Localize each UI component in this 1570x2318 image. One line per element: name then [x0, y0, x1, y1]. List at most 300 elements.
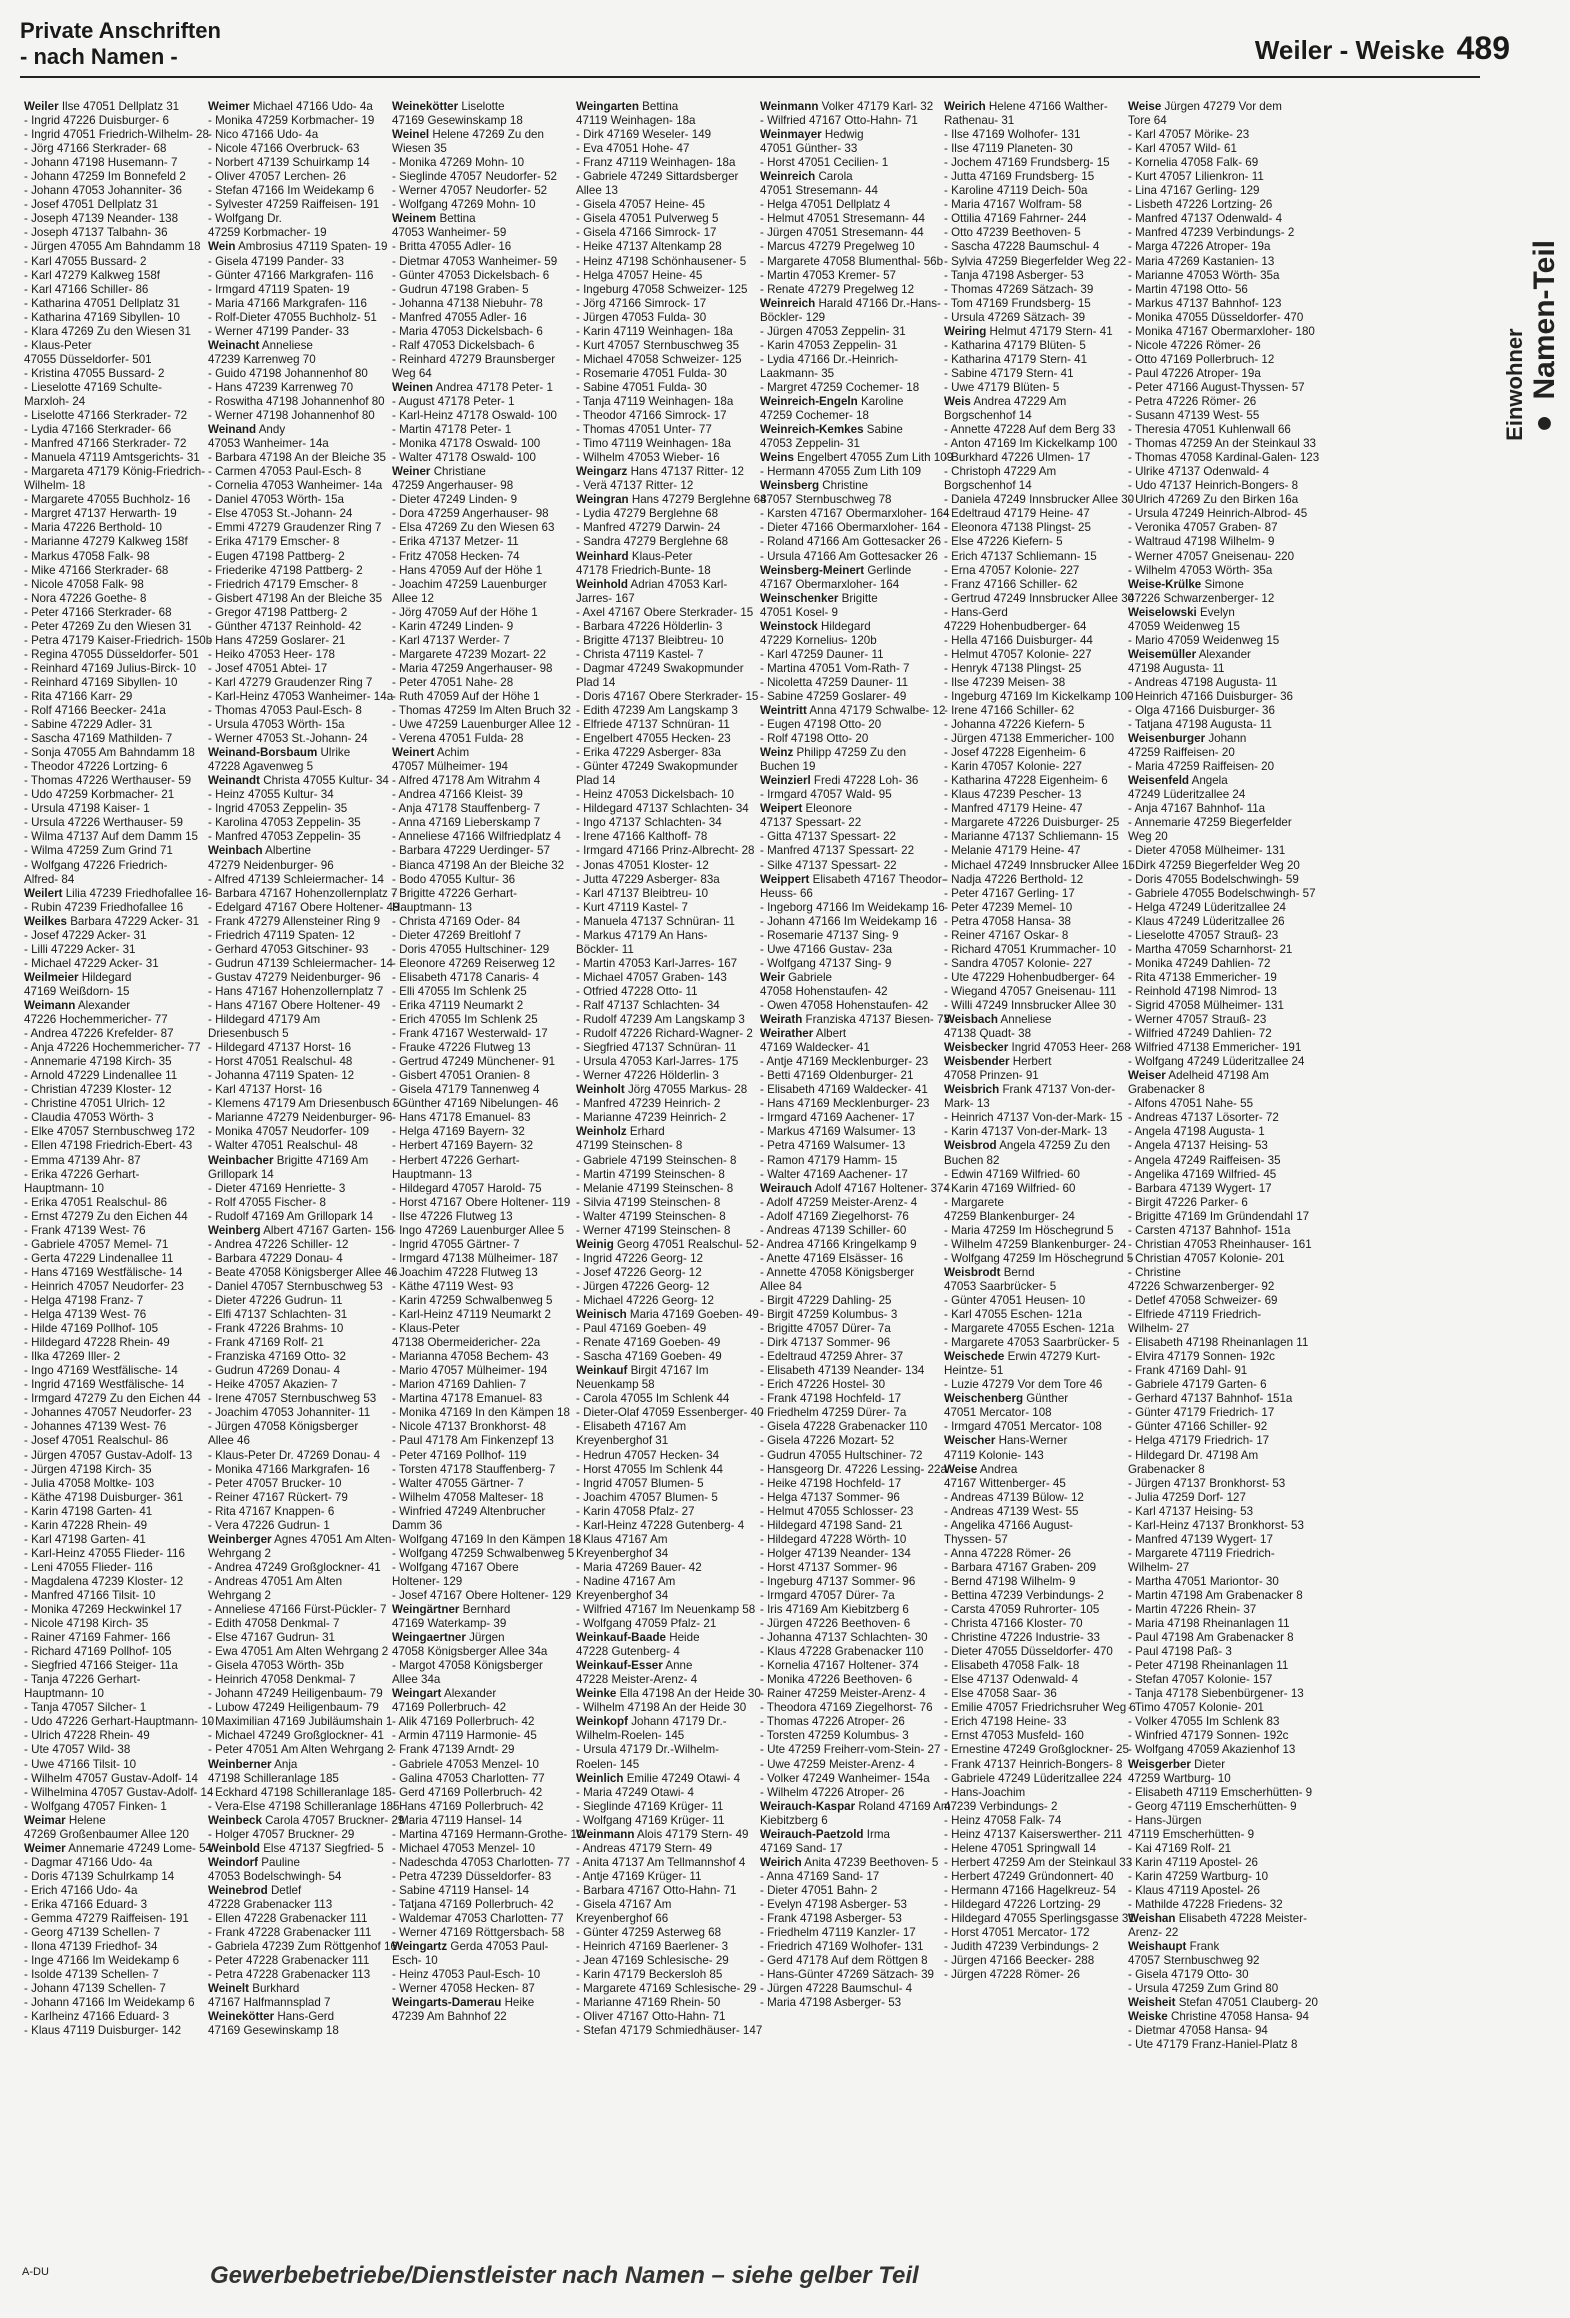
- entry-text: - Mike 47166 Sterkrader- 68: [24, 563, 169, 577]
- surname: Weise: [944, 1462, 978, 1476]
- entry-text: - Ramon 47179 Hamm- 15: [760, 1153, 898, 1167]
- entry-text: Annemarie 47249 Lome- 54: [68, 1841, 212, 1855]
- entry-text: - Horst 47051 Cecilien- 1: [760, 156, 889, 170]
- directory-entry: [1128, 1322, 1302, 1336]
- directory-entry: [760, 367, 934, 381]
- entry-text: - Helene 47051 Springwall 14: [944, 1841, 1097, 1855]
- directory-entry: [1128, 704, 1302, 718]
- entry-text: Günther: [1026, 1392, 1069, 1406]
- entry-text: - Josef 47226 Georg- 12: [576, 1265, 702, 1279]
- directory-entry: [24, 606, 198, 620]
- side-tab-line1: Einwohner: [1502, 328, 1527, 441]
- entry-text: - Horst 47051 Mercator- 172: [944, 1926, 1090, 1940]
- entry-text: - Margret 47137 Herwarth- 19: [24, 507, 177, 521]
- directory-entry: [576, 1884, 750, 1898]
- directory-entry: [208, 1561, 382, 1575]
- entry-text: - Torsten 47259 Kolumbus- 3: [760, 1729, 909, 1743]
- directory-entry: [1128, 1196, 1302, 1210]
- entry-text: - Ernst 47279 Zu den Eichen 44: [24, 1209, 188, 1223]
- directory-entry: [760, 240, 934, 254]
- entry-text: 47138 Obermeidericher- 22a: [392, 1336, 541, 1350]
- surname: Weingarten: [576, 100, 639, 113]
- entry-text: Grabenacker 8: [1128, 1462, 1205, 1476]
- directory-entry: [944, 816, 1118, 830]
- entry-text: - Andreas 47139 Schiller- 60: [760, 1223, 907, 1237]
- directory-entry: [392, 1364, 566, 1378]
- directory-entry: [944, 1350, 1118, 1364]
- entry-text: Elisabeth 47167 Theodor-: [812, 872, 946, 886]
- directory-entry: [24, 367, 198, 381]
- directory-entry: [208, 128, 382, 142]
- entry-text: - Andrea 47166 Kringelkamp 9: [760, 1237, 917, 1251]
- entry-text: - Elli 47055 Im Schlenk 25: [392, 984, 527, 998]
- entry-text: - Emmi 47279 Graudenzer Ring 7: [208, 521, 382, 535]
- directory-entry: [576, 1870, 750, 1884]
- entry-text: - Peter 47169 Pollhof- 119: [392, 1448, 527, 1462]
- directory-entry: [576, 156, 750, 170]
- entry-text: - Frank 47198 Hochfeld- 17: [760, 1392, 902, 1406]
- entry-text: - Maria 47167 Wolfram- 58: [944, 198, 1082, 212]
- directory-entry: [1128, 915, 1302, 929]
- entry-text: - Maria 47259 Raiffeisen- 20: [1128, 760, 1275, 774]
- entry-text: - Erich 47055 Im Schlenk 25: [392, 1013, 538, 1027]
- entry-text: - Manfred 47166 Sterkrader- 72: [24, 437, 187, 451]
- directory-entry: [392, 1266, 566, 1280]
- entry-text: - Torsten 47178 Stauffenberg- 7: [392, 1462, 556, 1476]
- directory-entry: [208, 2024, 382, 2038]
- surname: Weingarts-Damerau: [392, 1996, 502, 2010]
- entry-text: Christa 47055 Kultur- 34: [263, 774, 389, 788]
- directory-entry: [944, 578, 1118, 592]
- directory-entry: [392, 1392, 566, 1406]
- directory-entry: [760, 1547, 934, 1561]
- entry-text: - Werner 47199 Steinschen- 8: [576, 1223, 731, 1237]
- entry-text: - Johanna 47138 Niebuhr- 78: [392, 296, 543, 310]
- directory-entry: [760, 100, 934, 114]
- entry-text: - Henryk 47138 Plingst- 25: [944, 661, 1082, 675]
- directory-entry: [944, 606, 1118, 620]
- directory-entry: [208, 1547, 382, 1561]
- directory-entry: [944, 128, 1118, 142]
- entry-text: 47119 Emscherhütten- 9: [1128, 1827, 1255, 1841]
- surname: Weinsberg: [760, 479, 820, 493]
- entry-text: Buchen 19: [760, 760, 816, 774]
- directory-entry: [760, 704, 946, 718]
- entry-text: Alexander: [443, 1687, 497, 1701]
- entry-text: - Karlheinz 47166 Eduard- 3: [24, 2010, 170, 2024]
- directory-entry: [392, 915, 566, 929]
- directory-entry: [24, 1519, 198, 1533]
- directory-entry: [944, 1196, 1118, 1210]
- entry-text: Andrea 47229 Am: [973, 394, 1067, 408]
- entry-text: - Christa 47119 Kastel- 7: [576, 647, 704, 661]
- directory-entry: [208, 311, 382, 325]
- directory-entry: [760, 283, 934, 297]
- directory-entry: [1128, 1491, 1302, 1505]
- entry-text: - Monika 47249 Dahlien- 72: [1128, 956, 1271, 970]
- entry-text: - Edelgard 47167 Obere Holtener- 49: [208, 900, 400, 914]
- entry-text: 47057 Mülheimer- 194: [392, 760, 509, 774]
- directory-entry: [1128, 1785, 1313, 1800]
- directory-entry: [760, 1982, 934, 1996]
- directory-entry: [392, 409, 566, 423]
- directory-entry: [24, 1701, 198, 1715]
- directory-entry: [24, 1996, 198, 2010]
- entry-text: - Udo 47137 Heinrich-Bongers- 8: [1128, 479, 1299, 493]
- directory-entry: [208, 1027, 382, 1041]
- directory-entry: [760, 1111, 934, 1125]
- directory-entry: [208, 269, 382, 283]
- entry-text: - Mario 47057 Mülheimer- 194: [392, 1364, 548, 1378]
- entry-text: - Frank 47169 Dahl- 91: [1128, 1364, 1248, 1378]
- directory-entry: [392, 128, 566, 142]
- directory-entry: [24, 1224, 198, 1238]
- surname: Weinkauf-Esser: [576, 1659, 663, 1673]
- directory-entry: [392, 353, 566, 367]
- directory-entry: [1128, 1111, 1302, 1125]
- directory-entry: [392, 1546, 575, 1561]
- entry-text: - Timo 47119 Weinhagen- 18a: [576, 437, 731, 451]
- entry-text: - Helmut 47057 Kolonie- 227: [944, 647, 1092, 661]
- surname: Weiselowski: [1128, 605, 1197, 619]
- directory-entry: [208, 1013, 382, 1027]
- entry-text: - Lydia 47166 Sterkrader- 66: [24, 423, 172, 437]
- entry-text: - Peter 47166 August-Thyssen- 57: [1128, 380, 1305, 394]
- directory-entry: [392, 1996, 566, 2010]
- directory-entry: [392, 1182, 566, 1196]
- directory-entry: [24, 1772, 198, 1786]
- directory-entry: [392, 156, 566, 170]
- entry-text: - Bodo 47055 Kultur- 36: [392, 872, 516, 886]
- directory-entry: [1128, 1715, 1302, 1729]
- entry-text: Andrea 47178 Peter- 1: [435, 380, 553, 394]
- entry-text: 47053 Bodelschwingh- 54: [208, 1869, 342, 1883]
- surname: Weinreich: [760, 170, 816, 184]
- entry-text: - Fritz 47058 Hecken- 74: [392, 549, 520, 563]
- entry-text: - Maximilian 47169 Jubiläumshain 1: [208, 1715, 393, 1729]
- directory-entry: [24, 1884, 198, 1898]
- entry-text: - Reinhard 47279 Braunsberger: [392, 352, 556, 366]
- entry-text: - Frank 47279 Allensteiner Ring 9: [208, 914, 381, 928]
- directory-entry: [208, 1589, 382, 1603]
- entry-text: - Peter 47051 Nahe- 28: [392, 675, 514, 689]
- directory-entry: [944, 887, 1118, 901]
- entry-text: - Franziska 47169 Otto- 32: [208, 1350, 346, 1364]
- directory-entry: [24, 1561, 198, 1575]
- directory-entry: [1128, 1589, 1302, 1603]
- directory-entry: [944, 1603, 1118, 1617]
- directory-entry: [208, 859, 382, 873]
- surname: Weinkopf: [576, 1715, 628, 1729]
- entry-text: - Helga 47198 Franz- 7: [24, 1293, 144, 1307]
- entry-text: - Günther 47169 Nibelungen- 46: [392, 1097, 559, 1111]
- directory-entry: [1128, 255, 1302, 269]
- directory-entry: [1128, 2024, 1302, 2038]
- entry-text: - Barbara 47167 Otto-Hahn- 71: [576, 1883, 737, 1897]
- directory-entry: [760, 535, 942, 549]
- directory-entry: [208, 1505, 382, 1519]
- directory-entry: [1128, 170, 1302, 184]
- entry-text: - Alik 47169 Pollerbruch- 42: [392, 1715, 535, 1729]
- entry-text: Allee 12: [392, 591, 434, 605]
- directory-entry: [24, 1308, 198, 1322]
- entry-text: - Martina 47051 Vom-Rath- 7: [760, 661, 910, 675]
- directory-entry: [208, 1463, 382, 1477]
- directory-entry: [760, 1266, 934, 1280]
- page-range-title: [1255, 30, 1510, 67]
- directory-entry: [208, 1041, 382, 1055]
- page-number: 489: [1456, 30, 1510, 66]
- directory-entry: [944, 198, 1118, 212]
- directory-entry: [1128, 100, 1302, 114]
- directory-entry: [944, 1631, 1118, 1645]
- footer-note: Gewerbebetriebe/Dienstleister nach Namen – siehe gelber Teil: [210, 2262, 919, 2289]
- entry-text: - Emma 47139 Ahr- 87: [24, 1153, 141, 1167]
- directory-entry: [24, 901, 198, 915]
- directory-entry: [1128, 1842, 1302, 1856]
- entry-text: - Ilona 47139 Friedhof- 34: [24, 1940, 158, 1954]
- entry-text: - Gabriele 47249 Lüderitzallee 224: [944, 1771, 1122, 1785]
- directory-entry: [1128, 1729, 1302, 1743]
- directory-entry: [576, 816, 750, 830]
- directory-entry: [24, 1785, 214, 1800]
- directory-entry: [208, 1069, 382, 1083]
- directory-entry: [24, 1505, 198, 1519]
- directory-entry: [760, 549, 938, 564]
- entry-text: - Karl 47166 Schiller- 86: [24, 282, 149, 296]
- directory-entry: [24, 170, 198, 184]
- directory-entry: [1128, 564, 1302, 578]
- directory-entry: [392, 381, 566, 395]
- entry-text: - Maria 47249 Otawi- 4: [576, 1785, 694, 1799]
- directory-entry: [24, 1968, 198, 1982]
- directory-entry: [760, 1491, 934, 1505]
- directory-entry: [208, 479, 382, 493]
- entry-text: - Monika 47055 Düsseldorfer- 470: [1128, 310, 1304, 324]
- entry-text: - Thomas 47226 Werthauser- 59: [24, 774, 192, 788]
- entry-text: - Jürgen 47198 Kirch- 35: [24, 1462, 152, 1476]
- directory-entry: [392, 2010, 566, 2024]
- entry-text: - Gertrud 47249 Münchener- 91: [392, 1055, 556, 1069]
- directory-entry: [1128, 395, 1302, 409]
- surname: Weinekötter: [392, 100, 459, 113]
- entry-text: - Ingeburg 47058 Schweizer- 125: [576, 282, 748, 296]
- entry-text: - Ilse 47226 Flutweg 13: [392, 1209, 513, 1223]
- directory-entry: [208, 1898, 382, 1912]
- entry-text: - Rolf 47055 Fischer- 8: [208, 1195, 326, 1209]
- entry-text: - Gisela 47053 Wörth- 35b: [208, 1659, 344, 1673]
- entry-text: - Horst 47137 Sommer- 96: [760, 1560, 898, 1574]
- entry-text: - Anja 47178 Stauffenberg- 7: [392, 802, 541, 816]
- directory-entry: [208, 1617, 382, 1631]
- entry-text: - Ingrid 47051 Friedrich-Wilhelm- 28: [24, 128, 209, 142]
- directory-entry: [24, 1252, 198, 1266]
- directory-entry: [208, 816, 382, 830]
- directory-entry: [1128, 662, 1302, 676]
- directory-entry: [24, 1364, 198, 1378]
- directory-entry: [1128, 1673, 1302, 1687]
- entry-text: - Hans 47167 Hohenzollernplatz 7: [208, 984, 384, 998]
- directory-entry: [392, 592, 566, 606]
- entry-text: - Hans 47178 Emanuel- 83: [392, 1111, 531, 1125]
- surname: Weinhold: [576, 577, 628, 591]
- directory-entry: [576, 592, 750, 606]
- directory-entry: [944, 774, 1118, 788]
- directory-entry: [576, 873, 750, 887]
- directory-entry: [760, 1855, 939, 1870]
- directory-entry: [392, 929, 566, 943]
- entry-text: Hildegard: [81, 970, 132, 984]
- directory-entry: [392, 1308, 566, 1322]
- directory-entry: [1128, 985, 1302, 999]
- directory-entry: [1128, 1814, 1302, 1828]
- directory-entry: [576, 353, 750, 367]
- entry-text: Michael 47166 Udo- 4a: [252, 100, 373, 113]
- directory-entry: [208, 1982, 382, 1996]
- directory-entry: [576, 212, 750, 226]
- entry-text: - Christa 47169 Oder- 84: [392, 914, 521, 928]
- entry-text: - Wilfried 47167 Im Neuenkamp 58: [576, 1603, 756, 1617]
- entry-text: - Johann 47166 Im Weidekamp 16: [760, 914, 938, 928]
- directory-entry: [24, 311, 198, 325]
- entry-text: - Detlef 47058 Schweizer- 69: [1128, 1293, 1278, 1307]
- directory-entry: [208, 1125, 382, 1139]
- entry-text: - Peter 47051 Am Alten Wehrgang 2: [208, 1743, 394, 1757]
- entry-text: - Rubin 47239 Friedhofallee 16: [24, 900, 184, 914]
- directory-entry: [944, 1715, 1118, 1729]
- entry-text: - Gudrun 47198 Graben- 5: [392, 282, 529, 296]
- directory-entry: [1128, 311, 1302, 325]
- entry-text: - Hildegard 47179 Am: [208, 1013, 321, 1027]
- entry-text: 47259 Korbmacher- 19: [208, 226, 327, 240]
- directory-entry: [760, 887, 934, 901]
- directory-entry: [208, 1631, 382, 1645]
- directory-entry: [944, 1224, 1118, 1238]
- surname: Weinberger: [208, 1532, 272, 1546]
- directory-entry: [576, 1687, 761, 1701]
- entry-text: - Tanja 47119 Weinhagen- 18a: [576, 394, 734, 408]
- page-header: [20, 18, 1510, 78]
- entry-text: Böckler- 129: [760, 310, 826, 324]
- entry-text: - Johanna 47137 Schlachten- 30: [760, 1631, 928, 1645]
- directory-entry: [208, 1940, 397, 1954]
- entry-text: - Irmgard 47279 Zu den Eichen 44: [24, 1392, 201, 1406]
- directory-entry: [24, 1041, 201, 1055]
- directory-entry: [944, 1842, 1118, 1856]
- entry-text: - Nicoletta 47259 Dauner- 11: [760, 675, 909, 689]
- directory-entry: [576, 1027, 753, 1041]
- directory-entry: [944, 1968, 1118, 1982]
- directory-entry: [392, 1588, 572, 1603]
- entry-text: - Gabriele 47057 Memel- 71: [24, 1237, 169, 1251]
- surname: Weinebrod: [208, 1883, 268, 1897]
- directory-entry: [392, 704, 571, 718]
- directory-entry: [24, 1673, 198, 1687]
- entry-text: - Daniel 47057 Sternbuschweg 53: [208, 1279, 383, 1293]
- entry-text: - Gabriele 47053 Menzel- 10: [392, 1757, 539, 1771]
- directory-entry: [208, 493, 382, 507]
- directory-entry: [392, 1617, 566, 1631]
- surname: Weinert: [392, 746, 435, 760]
- directory-entry: [1128, 1392, 1302, 1406]
- entry-text: - Johann 47053 Johanniter- 36: [24, 184, 182, 198]
- surname: Weinig: [576, 1237, 614, 1251]
- directory-entry: [944, 1477, 1118, 1491]
- directory-entry: [1128, 212, 1302, 226]
- directory-entry: [1128, 1027, 1302, 1041]
- directory-columns: [24, 100, 1492, 2250]
- entry-text: Helene: [68, 1813, 106, 1827]
- entry-text: - Elfriede 47137 Schnüran- 11: [576, 718, 730, 732]
- directory-entry: [760, 985, 934, 999]
- entry-text: - Nico 47166 Udo- 4a: [208, 128, 319, 142]
- directory-entry: [392, 578, 566, 592]
- entry-text: 47053 Wanheimer- 59: [392, 226, 507, 240]
- directory-entry: [576, 2010, 750, 2024]
- directory-entry: [576, 1912, 750, 1926]
- entry-text: - Lieselotte 47057 Strauß- 23: [1128, 928, 1279, 942]
- entry-text: 47259 Cochemer- 18: [760, 409, 869, 423]
- directory-entry: [24, 1477, 198, 1491]
- entry-text: - Klaus-Peter Dr. 47269 Donau- 4: [208, 1448, 381, 1462]
- entry-text: - Sabine 47259 Goslarer- 49: [760, 689, 907, 703]
- entry-text: - Frank 47228 Grabenacker 111: [208, 1926, 372, 1940]
- directory-entry: [760, 1799, 951, 1814]
- directory-entry: [576, 859, 750, 873]
- entry-text: - Kurt 47057 Lilienkron- 11: [1128, 170, 1264, 184]
- entry-text: - Gudrun 47139 Schleiermacher- 14: [208, 956, 393, 970]
- directory-entry: [944, 283, 1118, 297]
- directory-entry: [1128, 1631, 1302, 1645]
- entry-text: 47055 Düsseldorfer- 501: [24, 352, 152, 366]
- directory-entry: [392, 732, 566, 746]
- surname: Weisbrod: [944, 1139, 997, 1153]
- entry-text: Volker 47179 Karl- 32: [821, 100, 934, 113]
- entry-text: - Friedhelm 47119 Kanzler- 17: [760, 1926, 916, 1940]
- directory-entry: [392, 507, 566, 521]
- entry-text: - Nicole 47198 Kirch- 35: [24, 1617, 149, 1631]
- directory-entry: [944, 381, 1118, 395]
- entry-text: - Ute 47259 Freiherr-vom-Stein- 27: [760, 1743, 941, 1757]
- entry-text: Johann 47179 Dr.-: [631, 1715, 727, 1729]
- directory-entry: [208, 1687, 382, 1701]
- entry-text: - Ursula 47259 Zum Grind 80: [1128, 1982, 1279, 1996]
- entry-text: - Karin 47179 Beckersloh 85: [576, 1968, 723, 1982]
- entry-text: - Marianne 47169 Rhein- 50: [576, 1996, 721, 2010]
- entry-text: Frank 47137 Von-der-: [1002, 1083, 1116, 1097]
- entry-text: - Andreas 47179 Stern- 49: [576, 1841, 712, 1855]
- directory-entry: [1128, 1266, 1302, 1280]
- entry-text: - Horst 47167 Obere Holtener- 119: [392, 1195, 571, 1209]
- entry-text: - Wolfgang 47226 Friedrich-: [24, 858, 168, 872]
- entry-text: - Thomas 47259 Im Alten Bruch 32: [392, 704, 571, 718]
- entry-text: - Hermann 47055 Zum Lith 109: [760, 465, 922, 479]
- directory-entry: [24, 184, 198, 198]
- directory-entry: [24, 451, 198, 465]
- directory-entry: [1128, 269, 1302, 283]
- directory-entry: [576, 1617, 750, 1631]
- directory-entry: [208, 1252, 382, 1266]
- entry-text: - Nadja 47226 Berthold- 12: [944, 872, 1084, 886]
- directory-entry: [208, 1954, 382, 1968]
- directory-entry: [392, 774, 566, 788]
- entry-text: - Jonas 47051 Kloster- 12: [576, 858, 709, 872]
- entry-text: - Wolfgang 47137 Sing- 9: [760, 956, 892, 970]
- directory-entry: [208, 212, 382, 226]
- entry-text: - Karl 47057 Mörike- 23: [1128, 128, 1250, 142]
- surname: Weinkauf-Baade: [576, 1631, 666, 1645]
- directory-entry: [24, 929, 198, 943]
